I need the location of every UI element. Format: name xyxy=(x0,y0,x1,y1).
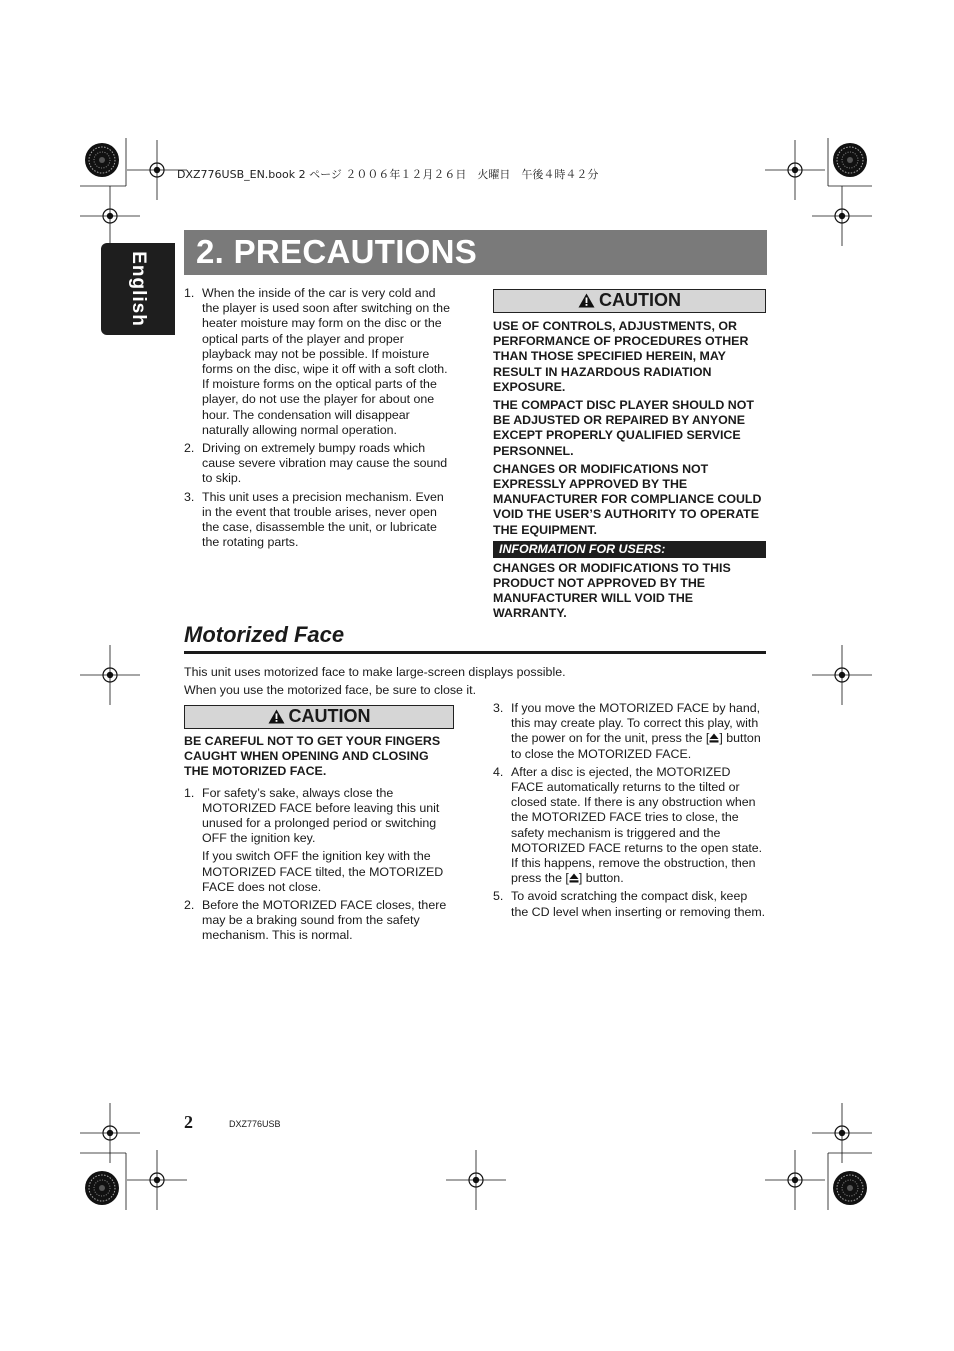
caution-paragraph: CHANGES OR MODIFICATIONS NOT EXPRESSLY APPROVED BY THE MANUFACTURER FOR COMPLIANCE COULD VOID THE USER’S AUTHORITY TO OPERATE THE EQUIPMENT. xyxy=(493,461,762,537)
list-item: 2. Before the MOTORIZED FACE closes, there may be a braking sound from the safety mechanism. This is normal. xyxy=(184,898,447,943)
warning-triangle-icon xyxy=(578,293,595,308)
precautions-list xyxy=(184,286,456,550)
motorized-list-right-container xyxy=(493,701,766,923)
caution-block-top xyxy=(493,289,766,625)
eject-icon xyxy=(709,733,719,743)
caution-paragraph: THE COMPACT DISC PLAYER SHOULD NOT BE ADJUSTED OR REPAIRED BY ANYONE EXCEPT PROPERLY QUALIFIED SERVICE PERSONNEL. xyxy=(493,398,754,458)
list-item: 2. Driving on extremely bumpy roads which cause severe vibration may cause the sound to skip. xyxy=(184,441,448,486)
motorized-caution-text: BE CAREFUL NOT TO GET YOUR FINGERS CAUGHT WHEN OPENING AND CLOSING THE MOTORIZED FACE. xyxy=(184,734,441,779)
section-title-bar xyxy=(184,620,766,654)
motorized-intro: This unit uses motorized face to make large-screen displays possible. When you use the motorized face, be sure to close it. xyxy=(184,665,566,697)
warning-triangle-icon xyxy=(268,709,285,724)
page-number: 2 xyxy=(184,1112,193,1132)
motorized-caution-block xyxy=(184,705,454,947)
info-for-users-bar: INFORMATION FOR USERS: xyxy=(493,541,766,558)
book-info-header: DXZ776USB_EN.book 2 ページ ２００６年１２月２６日 火曜日 午後４時４２分 xyxy=(177,168,599,181)
motorized-list-right xyxy=(493,701,766,920)
list-item: 1. For safety’s sake, always close the MOTORIZED FACE before leaving this unit unused for a prolonged period or switching OFF the ignition key. If you switch OFF the ignition key with the MOTORIZED FACE tilted, the MOTORIZED FACE does not close. xyxy=(184,785,444,894)
section-title: Motorized Face xyxy=(184,622,345,647)
language-tab xyxy=(101,243,175,335)
caution-heading: CAUTION xyxy=(493,289,766,313)
page-title-bar xyxy=(184,230,767,275)
caution-paragraph: USE OF CONTROLS, ADJUSTMENTS, OR PERFORMANCE OF PROCEDURES OTHER THAN THOSE SPECIFIED HEREIN, MAY RESULT IN HAZARDOUS RADIATION EXPOSURE. xyxy=(493,319,749,394)
precautions-list-container xyxy=(184,286,456,553)
list-item: 3. If you move the MOTORIZED FACE by hand, this may create play. To correct this play, with the power on for the unit, press the [ ] button to close the MOTORIZED FACE. xyxy=(493,701,761,761)
list-item: 3. This unit uses a precision mechanism. Even in the event that trouble arises, never open the case, disassemble the unit, or lubricate the rotating parts. xyxy=(184,489,444,550)
motorized-list-left xyxy=(184,786,454,944)
language-tab-label: English xyxy=(128,251,149,327)
page-title: 2. PRECAUTIONS xyxy=(196,233,478,270)
list-item: 4. After a disc is ejected, the MOTORIZED FACE automatically returns to the tilted or closed state. If there is any obstruction when the MOTORIZED FACE tries to close, the safety mechanism is triggered and the MOTORIZED FACE returns to the open state. If this happens, remove the obstruction, then press the [ ] button. xyxy=(493,764,763,886)
motorized-caution-heading: CAUTION xyxy=(184,705,454,729)
info-for-users-text: CHANGES OR MODIFICATIONS TO THIS PRODUCT NOT APPROVED BY THE MANUFACTURER WILL VOID THE WARRANTY. xyxy=(493,560,731,621)
eject-icon xyxy=(569,873,579,883)
list-item: 5. To avoid scratching the compact disk, keep the CD level when inserting or removing them. xyxy=(493,889,766,919)
list-item: 1. When the inside of the car is very cold and the player is used soon after switching on the heater moisture may form on the disc or the optical parts of the player and proper playback may not be possible. If moisture forms on the disc, wipe it off with a soft cloth. If moisture forms on the optical parts of the player, do not use the player for about one hour. The condensation will disappear naturally allowing normal operation. xyxy=(184,286,450,437)
model-number: DXZ776USB xyxy=(229,1119,281,1129)
